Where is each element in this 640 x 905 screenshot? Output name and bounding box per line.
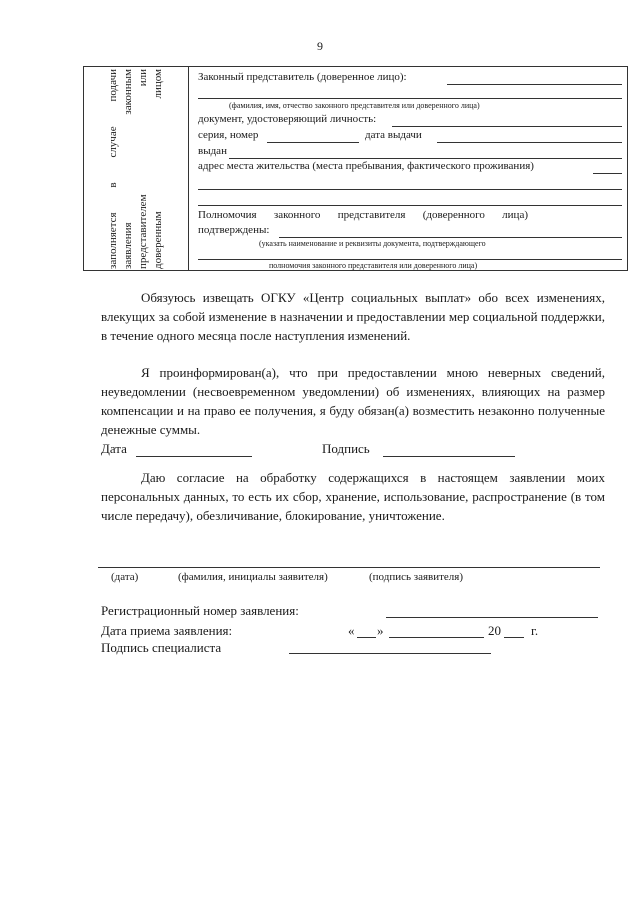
- authority-line-2: подтверждены:: [198, 224, 270, 236]
- issue-date-field[interactable]: [437, 142, 622, 143]
- issued-by-field[interactable]: [229, 158, 622, 159]
- address-field[interactable]: [593, 173, 622, 174]
- representative-name-field[interactable]: [447, 84, 622, 85]
- receipt-year-field[interactable]: [504, 637, 524, 638]
- date-field[interactable]: [136, 456, 252, 457]
- receipt-day-field[interactable]: [357, 637, 376, 638]
- specialist-signature-label: Подпись специалиста: [101, 640, 222, 655]
- representative-fields: [189, 67, 627, 270]
- receipt-date-label: Дата приема заявления:: [101, 623, 233, 638]
- sign-hint-name: (фамилия, инициалы заявителя): [178, 571, 328, 583]
- date-label: Дата: [101, 441, 127, 456]
- signature-field[interactable]: [383, 456, 515, 457]
- year-prefix: 20: [488, 623, 501, 638]
- page-number: 9: [317, 39, 323, 53]
- quote-close: »: [377, 623, 384, 638]
- sign-hint-date: (дата): [111, 571, 139, 583]
- issue-date-label: дата выдачи: [365, 129, 422, 141]
- sign-hint-signature: (подпись заявителя): [369, 571, 464, 583]
- quote-open: «: [348, 623, 355, 638]
- reg-number-field[interactable]: [386, 617, 598, 618]
- authority-field[interactable]: [279, 237, 622, 238]
- issued-by-label: выдан: [198, 145, 227, 157]
- representative-hint: (фамилия, имя, отчество законного представителя или доверенного лица): [229, 101, 480, 110]
- id-document-label: документ, удостоверяющий личность:: [198, 113, 377, 125]
- authority-hint-1: (указать наименование и реквизиты документа, подтверждающего: [259, 239, 486, 248]
- authority-line-1: Полномочия законного представителя (доверенного лица): [198, 209, 528, 221]
- address-field-2[interactable]: [198, 189, 622, 190]
- representative-label: Законный представитель (доверенное лицо):: [198, 71, 407, 83]
- authority-hint-2: полномочия законного представителя или доверенного лица): [269, 261, 478, 270]
- representative-name-field-2[interactable]: [198, 98, 622, 99]
- id-document-field[interactable]: [392, 126, 622, 127]
- address-label: адрес места жительства (места пребывания, фактического проживания): [198, 160, 534, 172]
- side-label-line: заявления законным: [122, 69, 134, 269]
- signature-label: Подпись: [322, 441, 370, 456]
- reg-number-label: Регистрационный номер заявления:: [101, 603, 299, 618]
- informed-paragraph: Я проинформирован(а), что при предоставлении мною неверных сведений, неуведомлении (несвоевременном уведомлении) об изменениях, влияющих на размер компенсации и на право ее получения, я буду обязан(а) возместить незаконно полученные денежные суммы.: [101, 365, 605, 437]
- side-label-line: доверенным лицом: [152, 69, 164, 269]
- year-suffix: г.: [531, 623, 539, 638]
- applicant-sign-line[interactable]: [98, 567, 600, 568]
- address-field-3[interactable]: [198, 205, 622, 206]
- authority-field-2[interactable]: [198, 259, 622, 260]
- side-label-line: представителем или: [137, 69, 149, 269]
- receipt-month-field[interactable]: [389, 637, 484, 638]
- specialist-signature-field[interactable]: [289, 653, 491, 654]
- obligation-paragraph: Обязуюсь извещать ОГКУ «Центр социальных выплат» обо всех изменениях, влекущих за собой изменение в назначении и предоставлении мер социальной поддержки, в течение одного месяца после наступления изменений.: [101, 290, 605, 343]
- representative-box: [83, 66, 628, 271]
- series-number-field[interactable]: [267, 142, 359, 143]
- representative-side-label: [106, 69, 166, 269]
- consent-paragraph: Даю согласие на обработку содержащихся в настоящем заявлении моих персональных данных, то есть их сбор, хранение, использование, распространение (в том числе передачу), обезличивание, блокирование, уничтожение.: [101, 470, 605, 523]
- series-number-label: серия, номер: [198, 129, 259, 141]
- representative-side-cell: [84, 67, 189, 270]
- side-label-line: заполняется в случае подачи: [107, 69, 119, 269]
